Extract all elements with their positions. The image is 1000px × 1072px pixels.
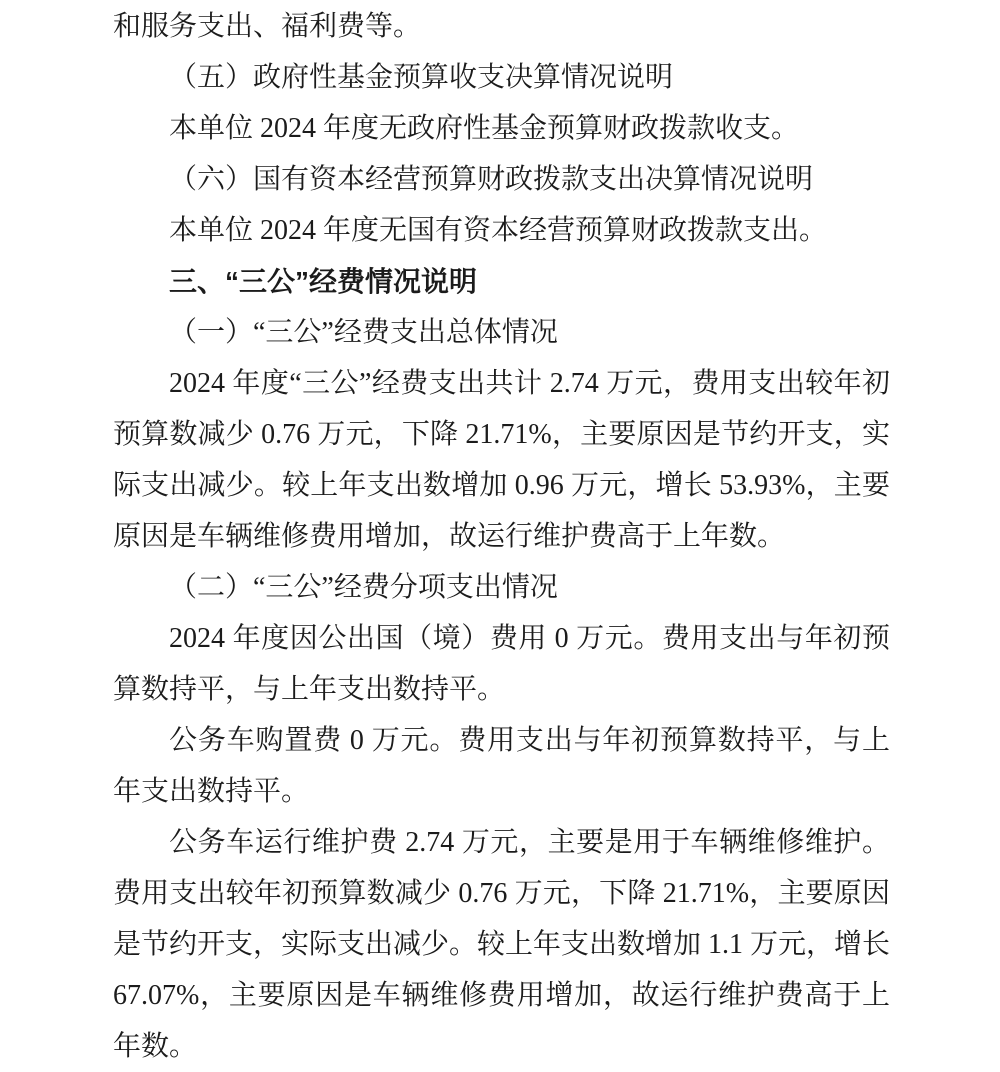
section-subheading: （六）国有资本经营预算财政拨款支出决算情况说明 <box>169 164 814 195</box>
section-subheading: （一）“三公”经费支出总体情况 <box>169 317 558 348</box>
paragraph: 公务车购置费 0 万元。费用支出与年初预算数持平，与上年支出数持平。 <box>113 725 890 807</box>
section-heading: 三、“三公”经费情况说明 <box>169 266 478 297</box>
paragraph: 公务车运行维护费 2.74 万元，主要是用于车辆维修维护。费用支出较年初预算数减少 0.76 万元，下降 21.71%，主要原因是节约开支，实际支出减少。较上年支出数增加 1.1 万元，增长 67.07%，主要原因是车辆维修费用增加，故运行维护费高于上年数。 <box>113 827 891 1062</box>
section-subheading: （二）“三公”经费分项支出情况 <box>169 572 558 603</box>
paragraph: 本单位 2024 年度无国有资本经营预算财政拨款支出。 <box>169 215 828 246</box>
paragraph: 2024 年度“三公”经费支出共计 2.74 万元，费用支出较年初预算数减少 0.76 万元，下降 21.71%，主要原因是节约开支，实际支出减少。较上年支出数增加 0.96 万元，增长 53.93%，主要原因是车辆维修费用增加，故运行维护费高于上年数。 <box>113 368 890 552</box>
section-subheading: （五）政府性基金预算收支决算情况说明 <box>169 62 674 93</box>
paragraph: 2024 年度因公出国（境）费用 0 万元。费用支出与年初预算数持平，与上年支出数持平。 <box>113 623 890 705</box>
paragraph: 和服务支出、福利费等。 <box>113 11 422 42</box>
paragraph: 本单位 2024 年度无政府性基金预算财政拨款收支。 <box>169 113 800 144</box>
